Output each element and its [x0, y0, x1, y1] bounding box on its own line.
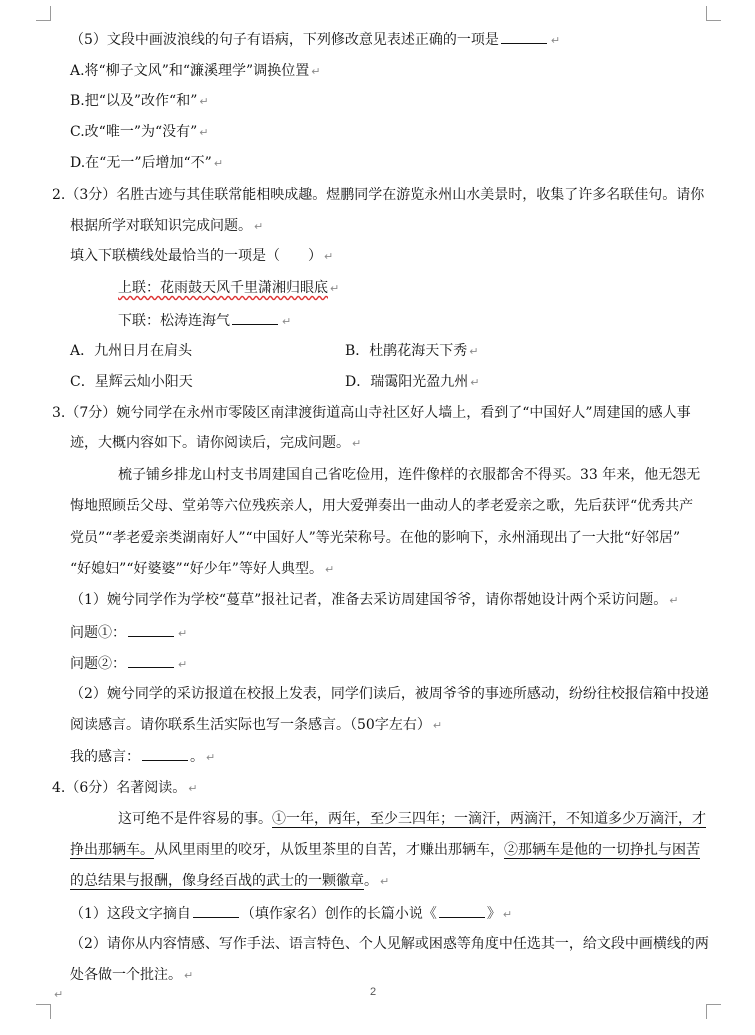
q2-prompt: 填入下联横线处最恰当的一项是（ ） ↵: [70, 248, 334, 264]
footer-para-mark: ↵: [54, 988, 64, 1001]
q2-option-d: D．瑞霭阳光盈九州 ↵: [345, 374, 480, 390]
q3-passage-line3: 党员”“孝老爱亲类湖南好人”“中国好人”等光荣称号。在他的影响下，永州涌现出了一大批“好邻居”: [70, 530, 681, 546]
q4-text-line1: 这可绝不是件容易的事。①一年，两年，至少三四年；一滴汗，两滴汗，不知道多少万滴汗，才: [118, 811, 706, 827]
q4-sub1: （1）这段文字摘自 （填作家名）创作的长篇小说《 》 ↵: [70, 903, 512, 923]
q-prev-sub5: （5）文段中画波浪线的句子有语病，下列修改意见表述正确的一项是 ↵: [70, 29, 560, 49]
q3-sub2-line1: （2）婉兮同学的采访报道在校报上发表，同学们读后，被周爷爷的事迹所感动，纷纷往校报信箱中投递: [70, 686, 709, 702]
crop-mark-top-right: [706, 6, 721, 21]
q3-stem-line2: 迹，大概内容如下。请你阅读后，完成问题。 ↵: [70, 435, 362, 451]
q4-text-line2: 挣出那辆车。从风里雨里的咬牙，从饭里茶里的自苦，才赚出那辆车，②那辆车是他的一切挣扎与困苦: [70, 842, 700, 858]
q2-stem-line2: 根据所学对联知识完成问题。 ↵: [70, 218, 264, 234]
crop-mark-bottom-right: [706, 1004, 721, 1019]
q-prev-option-a: A.将“柳子文风”和“濂溪理学”调换位置 ↵: [70, 63, 321, 79]
q2-upper-couplet: 上联：花雨鼓天风千里潇湘归眼底 ↵: [118, 280, 340, 296]
q4-text-line3: 的总结果与报酬，像身经百战的武士的一颗徽章。 ↵: [70, 873, 390, 889]
q-prev-option-d: D.在“无一”后增加“不” ↵: [70, 155, 224, 171]
q2-option-b: B．杜鹃花海天下秀 ↵: [345, 343, 479, 359]
q3-question-1: 问题①： ↵: [70, 622, 187, 642]
q-prev-option-c: C.改“唯一”为“没有” ↵: [70, 124, 209, 140]
q3-stem-line1: 3.（7分）婉兮同学在永州市零陵区南津渡街道高山寺社区好人墙上，看到了“中国好人”周建国的感人事: [52, 405, 691, 421]
q3-question-2: 问题②： ↵: [70, 653, 187, 673]
q3-sub1: （1）婉兮同学作为学校“蔓草”报社记者，准备去采访周建国爷爷，请你帮她设计两个采访问题。 ↵: [70, 592, 679, 608]
crop-mark-bottom-left: [36, 1004, 51, 1019]
q4-sub2-line2: 处各做一个批注。 ↵: [70, 967, 194, 983]
page-number: 2: [370, 986, 377, 998]
crop-mark-top-left: [36, 6, 51, 21]
q2-stem-line1: 2.（3分）名胜古迹与其佳联常能相映成趣。煜鹏同学在游览永州山水美景时，收集了许多名联佳句。请你: [52, 187, 705, 203]
q2-option-a: A．九州日月在肩头: [70, 343, 193, 359]
q4-sub2-line1: （2）请你从内容情感、写作手法、语言特色、个人见解或困惑等角度中任选其一，给文段中画横线的两: [70, 936, 709, 952]
q-prev-option-b: B.把“以及”改作“和” ↵: [70, 93, 209, 109]
q2-option-c: C．星辉云灿小阳天: [70, 374, 193, 390]
q3-passage-line1: 梳子铺乡排龙山村支书周建国自己省吃俭用，连件像样的衣服都舍不得买。33 年来，他无怨无: [118, 467, 701, 483]
q4-stem: 4.（6分）名著阅读。 ↵: [52, 780, 198, 796]
q2-lower-couplet: 下联：松涛连海气 ↵: [118, 310, 291, 330]
q3-passage-line4: “好媳妇”“好婆婆”“好少年”等好人典型。 ↵: [70, 561, 335, 577]
q3-passage-line2: 悔地照顾岳父母、堂弟等六位残疾亲人，用大爱弹奏出一曲动人的孝老爱亲之歌，先后获评“优秀共产: [70, 498, 694, 514]
q3-feeling: 我的感言： 。 ↵: [70, 746, 215, 766]
q3-sub2-line2: 阅读感言。请你联系生活实际也写一条感言。（50字左右） ↵: [70, 717, 443, 733]
